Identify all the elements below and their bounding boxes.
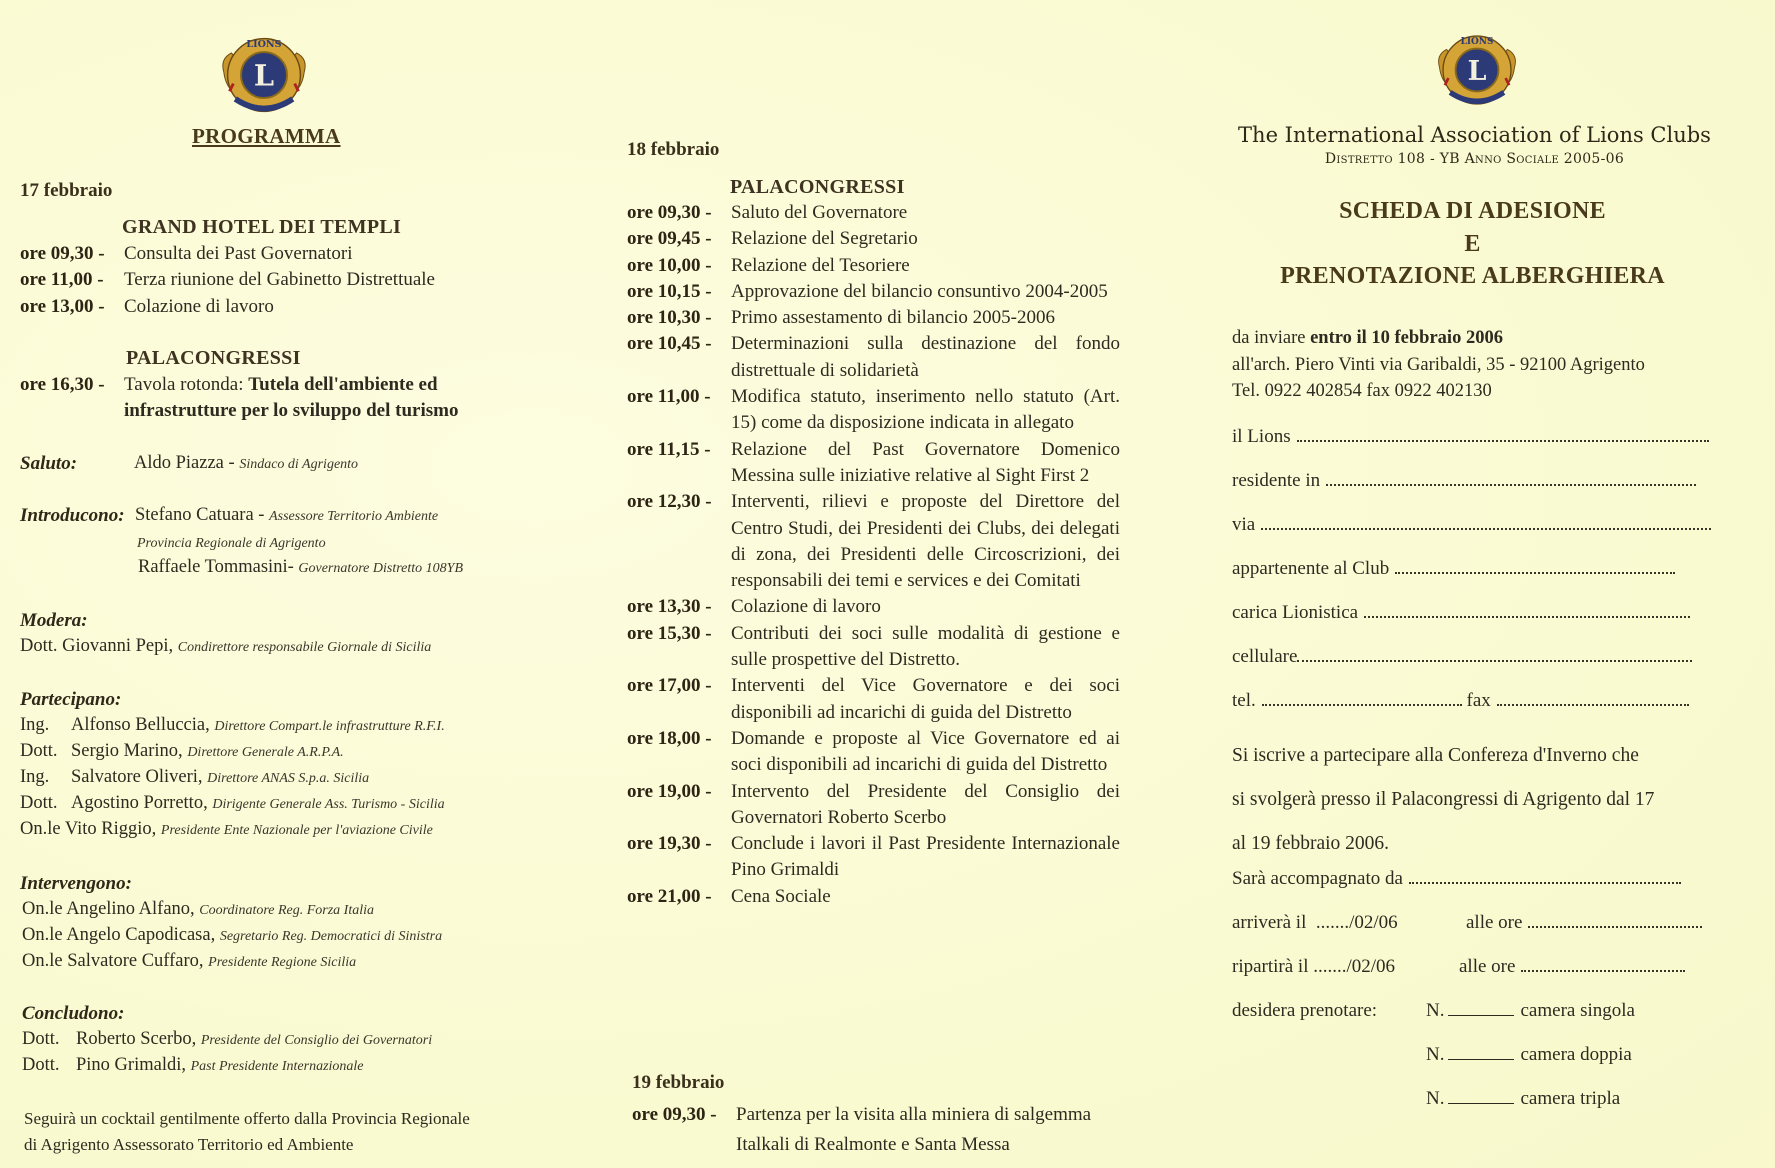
- room-label: camera doppia: [1520, 1044, 1632, 1065]
- day1-schedule-palacongressi: [20, 372, 510, 425]
- schedule-time: ore 11,15 -: [627, 438, 711, 460]
- saluto-label: Saluto:: [20, 453, 78, 474]
- schedule-desc: Terza riunione del Gabinetto Distrettuale: [124, 269, 435, 291]
- field-carica: [1232, 602, 1690, 624]
- modera-person: [20, 636, 431, 657]
- field-partenza-time-input[interactable]: [1521, 956, 1685, 972]
- field-label: cellulare: [1232, 646, 1298, 667]
- field-label: carica Lionistica: [1232, 602, 1359, 623]
- person-role: Dirigente Generale Ass. Turismo - Sicilia: [212, 797, 445, 812]
- schedule-time: ore 19,30 -: [627, 833, 712, 855]
- send-address: all'arch. Piero Vinti via Garibaldi, 35 - 92100 Agrigento: [1232, 354, 1645, 375]
- schedule-time: ore 10,15 -: [627, 280, 712, 302]
- person-title: On.le: [22, 951, 63, 971]
- intervengono-person: [22, 951, 356, 972]
- day3-schedule: [632, 1100, 1132, 1160]
- form-title-line: E: [1464, 230, 1481, 257]
- schedule-desc: Interventi del Vice Governatore e dei soci disponibili ad incarichi di guida del Distretto: [731, 675, 1120, 723]
- schedule-row: [627, 305, 1120, 331]
- schedule-desc: Relazione del Tesoriere: [731, 254, 910, 276]
- field-lions: [1232, 426, 1709, 448]
- concludono-person: [22, 1055, 364, 1076]
- schedule-row: [627, 226, 1120, 252]
- room-single: [1426, 1000, 1635, 1022]
- schedule-row: [627, 779, 1120, 832]
- room-prefix: N.: [1426, 1044, 1445, 1065]
- schedule-time: ore 10,45 -: [627, 333, 712, 355]
- person-name: Vito Riggio,: [64, 819, 161, 839]
- schedule-desc: [124, 372, 510, 425]
- person-title: Ing.: [20, 767, 50, 787]
- field-label: residente in: [1232, 470, 1321, 491]
- form-title-line: SCHEDA DI ADESIONE: [1339, 198, 1606, 224]
- schedule-desc: Domande e proposte al Vice Governatore ed ai soci disponibili ad incarichi di guida del Distretto: [731, 727, 1120, 776]
- field-label: ripartirà il: [1232, 956, 1309, 977]
- cocktail-note: [24, 1106, 470, 1158]
- day3-date: 19 febbraio: [632, 1072, 725, 1093]
- person-role: Assessore Territorio Ambiente: [269, 509, 439, 524]
- room-triple-qty-input[interactable]: [1448, 1091, 1514, 1104]
- svg-text:L: L: [253, 58, 275, 93]
- schedule-row: [627, 884, 1120, 910]
- declaration-line: Si iscrive a partecipare alla Confereza d'Inverno che: [1232, 745, 1639, 766]
- schedule-time: ore 13,30 -: [627, 596, 712, 618]
- room-double-qty-input[interactable]: [1448, 1047, 1514, 1060]
- form-title-line: PRENOTAZIONE ALBERGHIERA: [1280, 263, 1665, 289]
- field-cellulare-input[interactable]: [1297, 646, 1692, 662]
- person-role: Direttore Generale A.R.P.A.: [187, 745, 344, 760]
- concludono-label: Concludono:: [22, 1003, 125, 1024]
- schedule-row: [20, 372, 510, 425]
- field-label: il Lions: [1232, 426, 1291, 447]
- intervengono-person: [22, 899, 374, 920]
- person-name: Angelo Capodicasa,: [66, 925, 220, 945]
- schedule-time: ore 12,30 -: [627, 491, 712, 513]
- field-cellulare: [1232, 646, 1692, 668]
- schedule-desc: Colazione di lavoro: [124, 295, 274, 317]
- person-name: Pino Grimaldi,: [76, 1055, 191, 1075]
- field-residente: [1232, 470, 1696, 492]
- field-label: alle ore: [1466, 912, 1523, 933]
- field-label: Sarà accompagnato da: [1232, 868, 1403, 889]
- partecipano-person: [20, 715, 445, 736]
- saluto-person: [134, 453, 358, 474]
- schedule-desc: Saluto del Governatore: [731, 202, 908, 223]
- person-name: Raffaele Tommasini-: [138, 557, 299, 577]
- schedule-time: ore 19,00 -: [627, 780, 712, 802]
- field-label: desidera prenotare:: [1232, 1000, 1378, 1021]
- person-name: Giovanni Pepi,: [62, 636, 178, 656]
- field-carica-input[interactable]: [1364, 602, 1690, 618]
- schedule-row: [627, 673, 1120, 726]
- room-double: [1426, 1044, 1632, 1066]
- person-title: On.le: [20, 819, 61, 839]
- field-partenza: [1232, 956, 1516, 978]
- field-tel-input[interactable]: [1262, 690, 1462, 706]
- declaration: [1232, 734, 1654, 866]
- room-triple: [1426, 1088, 1620, 1110]
- schedule-row: [627, 331, 1120, 384]
- field-tel-fax: [1232, 690, 1689, 712]
- partenza-time-group: [1459, 956, 1685, 978]
- person-name: Angelino Alfano,: [66, 899, 200, 919]
- partecipano-person: [20, 793, 445, 814]
- field-label: tel.: [1232, 690, 1256, 711]
- schedule-desc: Contributi dei soci sulle modalità di gestione e sulle prospettive del Distretto.: [731, 622, 1120, 671]
- schedule-row: [20, 267, 525, 293]
- introducono-person: [138, 557, 463, 578]
- introducono-label: Introducono:: [20, 505, 125, 526]
- day2-date: 18 febbraio: [627, 139, 720, 160]
- schedule-time: ore 15,30 -: [627, 622, 712, 644]
- schedule-time: ore 18,00 -: [627, 727, 712, 749]
- intervengono-label: Intervengono:: [20, 873, 132, 894]
- field-club: [1232, 558, 1675, 580]
- person-role: Presidente Regione Sicilia: [208, 955, 357, 970]
- schedule-row: [627, 200, 1120, 226]
- partecipano-person: [20, 767, 369, 788]
- room-label: camera tripla: [1520, 1088, 1621, 1109]
- person-role: Sindaco di Agrigento: [239, 457, 359, 472]
- schedule-row: [627, 726, 1120, 779]
- schedule-time: ore 11,00 -: [627, 386, 711, 408]
- send-deadline: entro il 10 febbraio 2006: [1310, 328, 1503, 348]
- svg-text:L: L: [1467, 55, 1487, 87]
- person-role: Presidente del Consiglio dei Governatori: [200, 1033, 433, 1048]
- partecipano-label: Partecipano:: [20, 689, 122, 710]
- schedule-row: [20, 294, 525, 320]
- room-prefix: N.: [1426, 1000, 1445, 1021]
- day1-date: 17 febbraio: [20, 180, 113, 201]
- introducono-person: [135, 505, 438, 526]
- schedule-desc: Intervento del Presidente del Consiglio dei Governatori Roberto Scerbo: [731, 780, 1120, 828]
- field-arrivo: [1232, 912, 1523, 934]
- person-name: Agostino Porretto,: [71, 793, 213, 813]
- schedule-time: ore 09,30 -: [627, 202, 712, 223]
- person-name: Salvatore Cuffaro,: [67, 951, 209, 971]
- schedule-desc: Interventi, rilievi e proposte del Direttore del Centro Studi, dei Presidenti dei Clubs, dei delegati di zona, dei Presidenti delle Circoscrizioni, dei responsabili dei temi e services e dei Comitati: [731, 491, 1120, 592]
- partecipano-person: [20, 741, 344, 762]
- association-name: The International Association of Lions Clubs: [1238, 123, 1711, 147]
- intervengono-person: [22, 925, 442, 946]
- schedule-time: ore 10,30 -: [627, 307, 712, 329]
- day1-schedule-hotel: [20, 241, 525, 320]
- cocktail-note-line: di Agrigento Assessorato Territorio ed Ambiente: [24, 1135, 354, 1154]
- schedule-row: [632, 1100, 1132, 1160]
- schedule-time: ore 13,00 -: [20, 295, 105, 317]
- field-label: via: [1232, 514, 1256, 535]
- district-info: Distretto 108 - YB Anno Sociale 2005-06: [1324, 151, 1625, 167]
- schedule-time: ore 09,30 -: [20, 243, 105, 264]
- field-lions-input[interactable]: [1297, 426, 1709, 442]
- schedule-desc: Partenza per la visita alla miniera di salgemma Italkali di Realmonte e Santa Messa: [736, 1104, 1092, 1155]
- schedule-desc: Approvazione del bilancio consuntivo 2004-2005: [731, 280, 1108, 302]
- schedule-time: ore 21,00 -: [627, 885, 712, 907]
- schedule-time: ore 17,00 -: [627, 675, 712, 697]
- field-accompagnato-input[interactable]: [1409, 868, 1681, 884]
- round-table-topic: Tutela dell'ambiente ed infrastrutture per lo sviluppo del turismo: [124, 374, 459, 422]
- person-name: Alfonso Belluccia,: [71, 715, 215, 735]
- schedule-time: ore 10,00 -: [627, 254, 712, 276]
- lions-logo-icon: [1432, 28, 1522, 112]
- person-title: Ing.: [20, 715, 50, 735]
- schedule-desc: Primo assestamento di bilancio 2005-2006: [731, 307, 1056, 329]
- schedule-desc: Consulta dei Past Governatori: [124, 243, 353, 264]
- schedule-desc: Relazione del Segretario: [731, 228, 918, 250]
- schedule-row: [627, 831, 1120, 884]
- declaration-line: al 19 febbraio 2006.: [1232, 833, 1390, 854]
- room-booking: [1232, 1000, 1737, 1022]
- schedule-row: [20, 241, 525, 267]
- schedule-row: [627, 621, 1120, 674]
- person-title: Dott.: [20, 741, 58, 761]
- person-name: Sergio Marino,: [71, 741, 188, 761]
- field-arrivo-date[interactable]: ......./02/06: [1315, 912, 1398, 933]
- schedule-row: [627, 279, 1120, 305]
- schedule-desc: Cena Sociale: [731, 885, 831, 907]
- person-role: Direttore Compart.le infrastrutture R.F.I.: [214, 719, 445, 734]
- schedule-desc: Determinazioni sulla destinazione del fondo distrettuale di solidarietà: [731, 333, 1120, 381]
- person-role: Provincia Regionale di Agrigento: [137, 536, 326, 551]
- day2-venue: PALACONGRESSI: [730, 176, 905, 198]
- day1-venue-hotel: GRAND HOTEL DEI TEMPLI: [122, 216, 402, 238]
- person-role: Past Presidente Internazionale: [190, 1059, 364, 1074]
- schedule-row: [627, 437, 1120, 490]
- person-name: Roberto Scerbo,: [76, 1029, 201, 1049]
- field-partenza-date[interactable]: ......./02/06: [1313, 956, 1396, 977]
- field-accompagnato: [1232, 868, 1681, 890]
- schedule-desc: Colazione di lavoro: [731, 596, 881, 618]
- person-title: On.le: [22, 925, 63, 945]
- schedule-time: ore 16,30 -: [20, 374, 105, 395]
- cocktail-note-line: Seguirà un cocktail gentilmente offerto dalla Provincia Regionale: [24, 1109, 470, 1128]
- person-name: Aldo Piazza -: [134, 453, 240, 473]
- person-title: Dott.: [20, 636, 58, 656]
- schedule-row: [627, 253, 1120, 279]
- schedule-desc: Modifica statuto, inserimento nello statuto (Art. 15) come da disposizione indicata in allegato: [731, 386, 1120, 434]
- room-prefix: N.: [1426, 1088, 1445, 1109]
- schedule-time: ore 11,00 -: [20, 269, 104, 291]
- field-label: alle ore: [1459, 956, 1516, 977]
- lions-logo-icon: [216, 30, 312, 120]
- person-role: Governatore Distretto 108YB: [298, 561, 463, 576]
- svg-text:LIONS: LIONS: [1460, 37, 1494, 48]
- send-prefix: da inviare: [1232, 328, 1311, 348]
- person-title: Dott.: [22, 1029, 60, 1049]
- field-residente-input[interactable]: [1326, 470, 1696, 486]
- send-contacts: Tel. 0922 402854 fax 0922 402130: [1232, 381, 1492, 401]
- send-deadline-line: [1232, 325, 1645, 352]
- concludono-person: [22, 1029, 432, 1050]
- field-label: appartenente al Club: [1232, 558, 1390, 579]
- modera-label: Modera:: [20, 610, 88, 631]
- arrivo-time-group: [1466, 912, 1702, 934]
- room-label: camera singola: [1520, 1000, 1635, 1021]
- schedule-desc: Relazione del Past Governatore Domenico Messina sulle iniziative relative al Sight First 2: [731, 438, 1120, 486]
- person-role: Presidente Ente Nazionale per l'aviazione Civile: [160, 823, 433, 838]
- person-title: On.le: [22, 899, 63, 919]
- schedule-row: [627, 384, 1120, 437]
- person-role: Direttore ANAS S.p.a. Sicilia: [207, 771, 370, 786]
- declaration-line: si svolgerà presso il Palacongressi di Agrigento dal 17: [1232, 789, 1655, 810]
- schedule-row: [627, 594, 1120, 620]
- field-label: arriverà il: [1232, 912, 1307, 933]
- field-via: [1232, 514, 1711, 536]
- form-title: [1220, 195, 1725, 293]
- send-instructions: [1232, 325, 1645, 405]
- person-name: Salvatore Oliveri,: [71, 767, 208, 787]
- field-fax-input[interactable]: [1497, 690, 1689, 706]
- room-single-qty-input[interactable]: [1448, 1003, 1514, 1016]
- field-label: fax: [1466, 690, 1491, 711]
- field-arrivo-time-input[interactable]: [1528, 912, 1702, 928]
- schedule-desc: Conclude i lavori il Past Presidente Internazionale Pino Grimaldi: [731, 833, 1120, 881]
- person-role: Segretario Reg. Democratici di Sinistra: [219, 929, 443, 944]
- schedule-row: [627, 489, 1120, 594]
- person-role: Coordinatore Reg. Forza Italia: [199, 903, 375, 918]
- day1-venue-palacongressi: PALACONGRESSI: [126, 347, 301, 369]
- person-title: Dott.: [22, 1055, 60, 1075]
- person-title: Dott.: [20, 793, 58, 813]
- schedule-time: ore 09,30 -: [632, 1104, 717, 1125]
- schedule-time: ore 09,45 -: [627, 228, 712, 250]
- programma-heading: PROGRAMMA: [192, 124, 341, 148]
- person-role: Condirettore responsabile Giornale di Sicilia: [177, 640, 432, 655]
- partecipano-person: [20, 819, 433, 840]
- person-name: Stefano Catuara -: [135, 505, 270, 525]
- introducono-person-role-cont: [137, 532, 326, 553]
- field-club-input[interactable]: [1395, 558, 1675, 574]
- schedule-desc-prefix: Tavola rotonda:: [124, 374, 249, 395]
- field-via-input[interactable]: [1261, 514, 1711, 530]
- day2-schedule: [627, 200, 1120, 910]
- svg-text:LIONS: LIONS: [246, 39, 282, 51]
